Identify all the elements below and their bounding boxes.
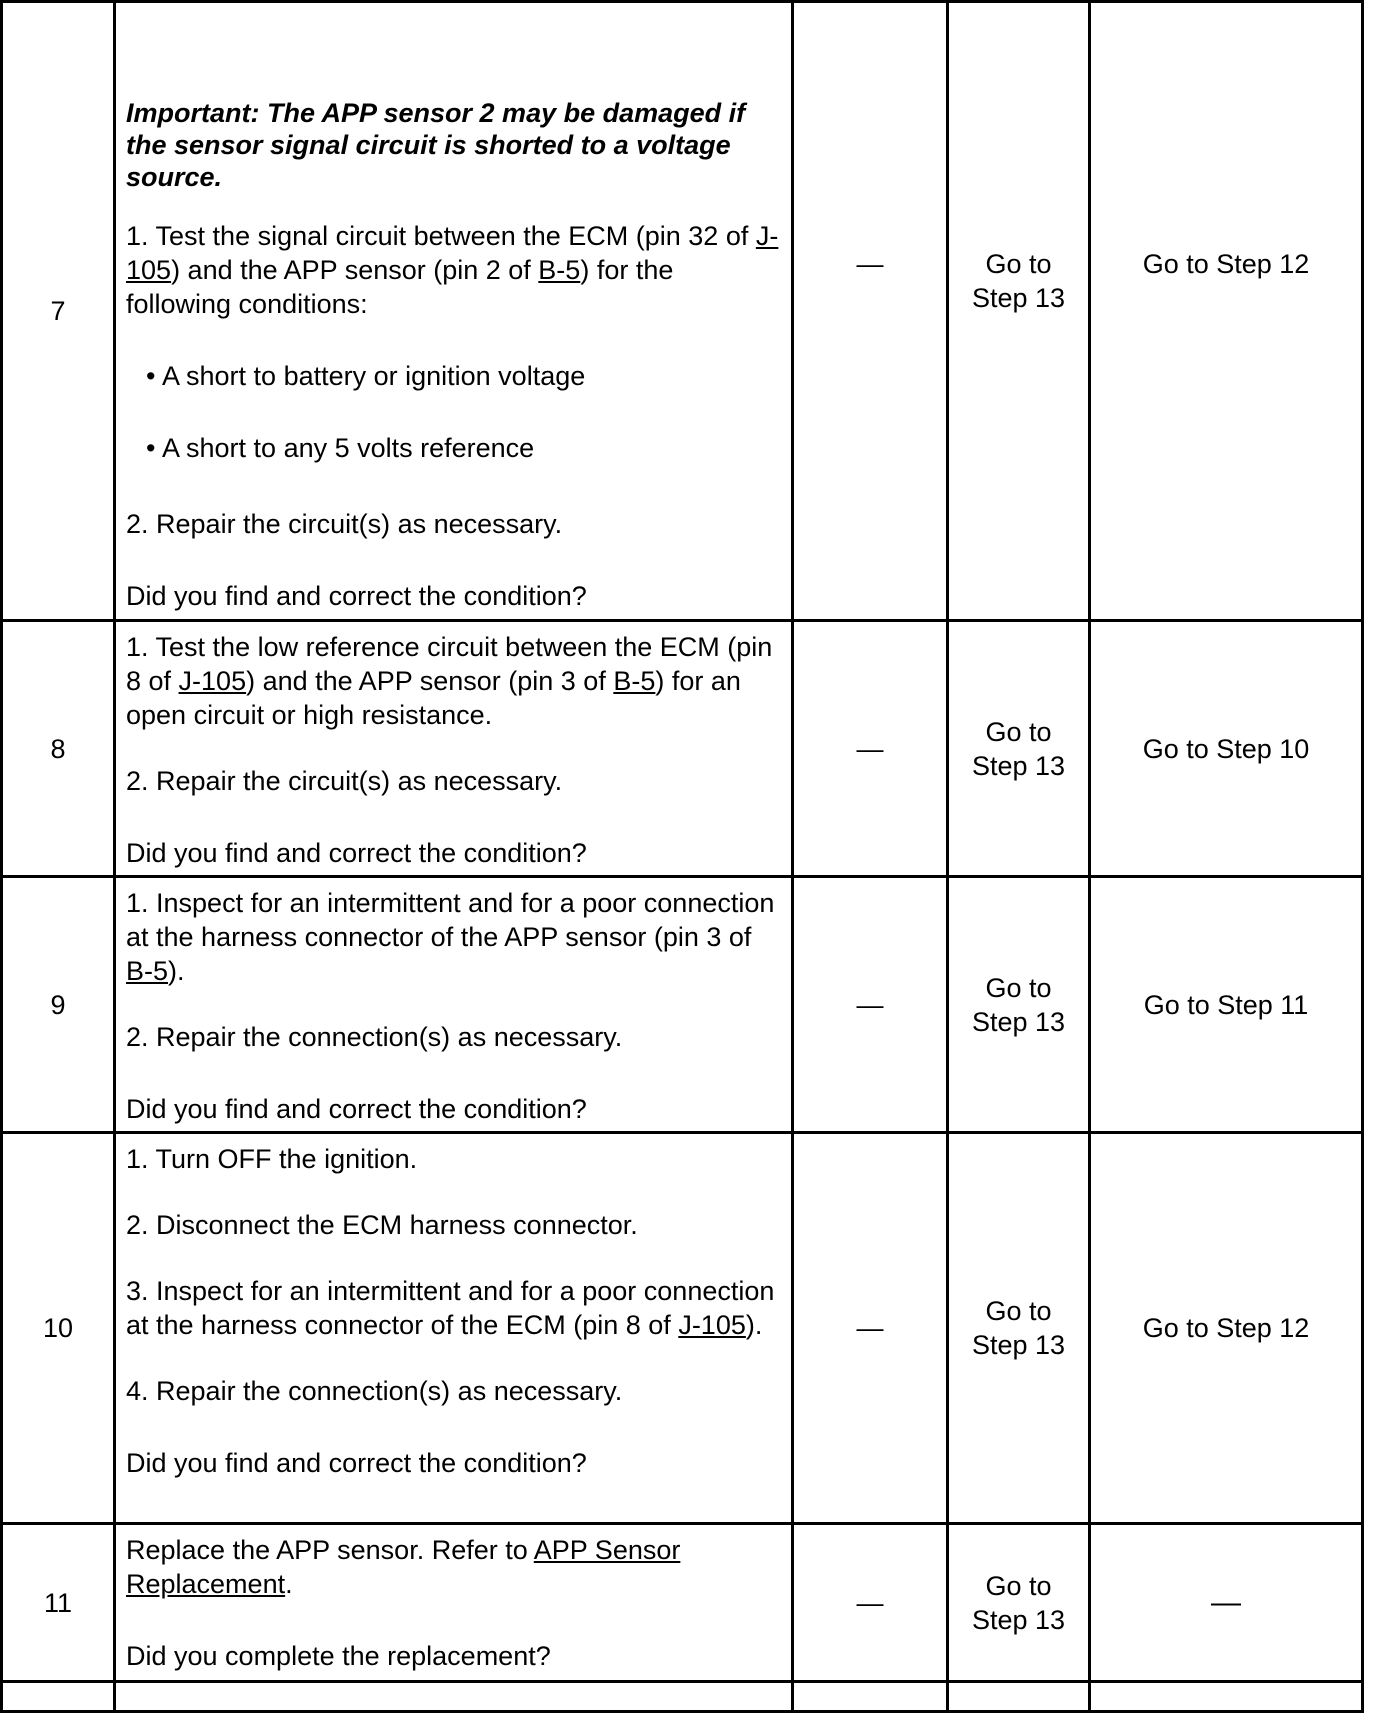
values-cell: — [793, 877, 948, 1133]
question-text: Did you complete the replacement? [126, 1641, 551, 1671]
action-cell [115, 621, 793, 877]
action-paragraph: 2. Repair the circuit(s) as necessary. [126, 766, 563, 796]
no-cell: Go to Step 10 [1090, 621, 1363, 877]
bullet-item: • A short to any 5 volts reference [146, 433, 535, 463]
action-paragraph: 1. Test the signal circuit between the ECM (pin 32 of J-105) and the APP sensor (pin 2 of B-5) for the following conditions: [126, 221, 779, 319]
yes-cell: Go to Step 13 [948, 621, 1090, 877]
question-text: Did you find and correct the condition? [126, 1448, 587, 1478]
yes-cell: Go to Step 13 [948, 1133, 1090, 1524]
no-cell: — [1090, 1524, 1363, 1682]
action-paragraph: 1. Inspect for an intermittent and for a poor connection at the harness connector of the APP sensor (pin 3 of B-5). [126, 888, 775, 986]
bullet-dot: • [146, 361, 156, 391]
action-cell [115, 1524, 793, 1682]
action-cell [115, 1133, 793, 1524]
no-cell: Go to Step 12 [1090, 2, 1363, 621]
table-row [2, 2, 1363, 621]
action-paragraph: 2. Repair the circuit(s) as necessary. [126, 509, 563, 539]
bullet-item: • A short to battery or ignition voltage [146, 361, 586, 391]
no-cell: Go to Step 12 [1090, 1133, 1363, 1524]
yes-cell: Go to Step 13 [948, 1524, 1090, 1682]
table-row [2, 621, 1363, 877]
action-paragraph: 4. Repair the connection(s) as necessary. [126, 1376, 623, 1406]
bullet-dot: • [146, 433, 156, 463]
procedure-link[interactable]: APP Sensor Replacement [126, 1535, 681, 1599]
values-cell: — [793, 2, 948, 621]
question-text: Did you find and correct the condition? [126, 581, 587, 611]
action-cell [115, 877, 793, 1133]
action-paragraph: Replace the APP sensor. Refer to APP Sensor Replacement. [126, 1535, 681, 1599]
important-note: Important: The APP sensor 2 may be damaged if the sensor signal circuit is shorted to a voltage source. [126, 98, 746, 192]
values-cell: — [793, 1133, 948, 1524]
question-text: Did you find and correct the condition? [126, 1094, 587, 1124]
connector-link[interactable]: B-5 [538, 255, 581, 285]
values-cell: — [793, 621, 948, 877]
connector-link[interactable]: B-5 [613, 666, 656, 696]
table-row-partial [2, 1682, 1363, 1712]
table-row [2, 877, 1363, 1133]
values-cell: — [793, 1524, 948, 1682]
action-paragraph: 2. Repair the connection(s) as necessary. [126, 1022, 623, 1052]
connector-link[interactable]: J-105 [678, 1310, 746, 1340]
action-paragraph: 1. Turn OFF the ignition. [126, 1144, 418, 1174]
question-text: Did you find and correct the condition? [126, 838, 587, 868]
step-number: 7 [2, 2, 115, 621]
no-cell: Go to Step 11 [1090, 877, 1363, 1133]
connector-link[interactable]: B-5 [126, 956, 169, 986]
action-cell [115, 2, 793, 621]
step-number: 10 [2, 1133, 115, 1524]
step-number: 8 [2, 621, 115, 877]
yes-cell: Go to Step 13 [948, 877, 1090, 1133]
step-number: 9 [2, 877, 115, 1133]
yes-cell: Go to Step 13 [948, 2, 1090, 621]
step-number: 11 [2, 1524, 115, 1682]
action-paragraph: 3. Inspect for an intermittent and for a poor connection at the harness connector of the ECM (pin 8 of J-105). [126, 1276, 775, 1340]
action-paragraph: 2. Disconnect the ECM harness connector. [126, 1210, 638, 1240]
connector-link[interactable]: J-105 [178, 666, 247, 696]
table-row [2, 1524, 1363, 1682]
action-paragraph: 1. Test the low reference circuit between the ECM (pin 8 of J-105) and the APP sensor (pin 3 of B-5) for an open circuit or high resistance. [126, 632, 773, 730]
table-row [2, 1133, 1363, 1524]
connector-link[interactable]: J-105 [126, 221, 779, 285]
